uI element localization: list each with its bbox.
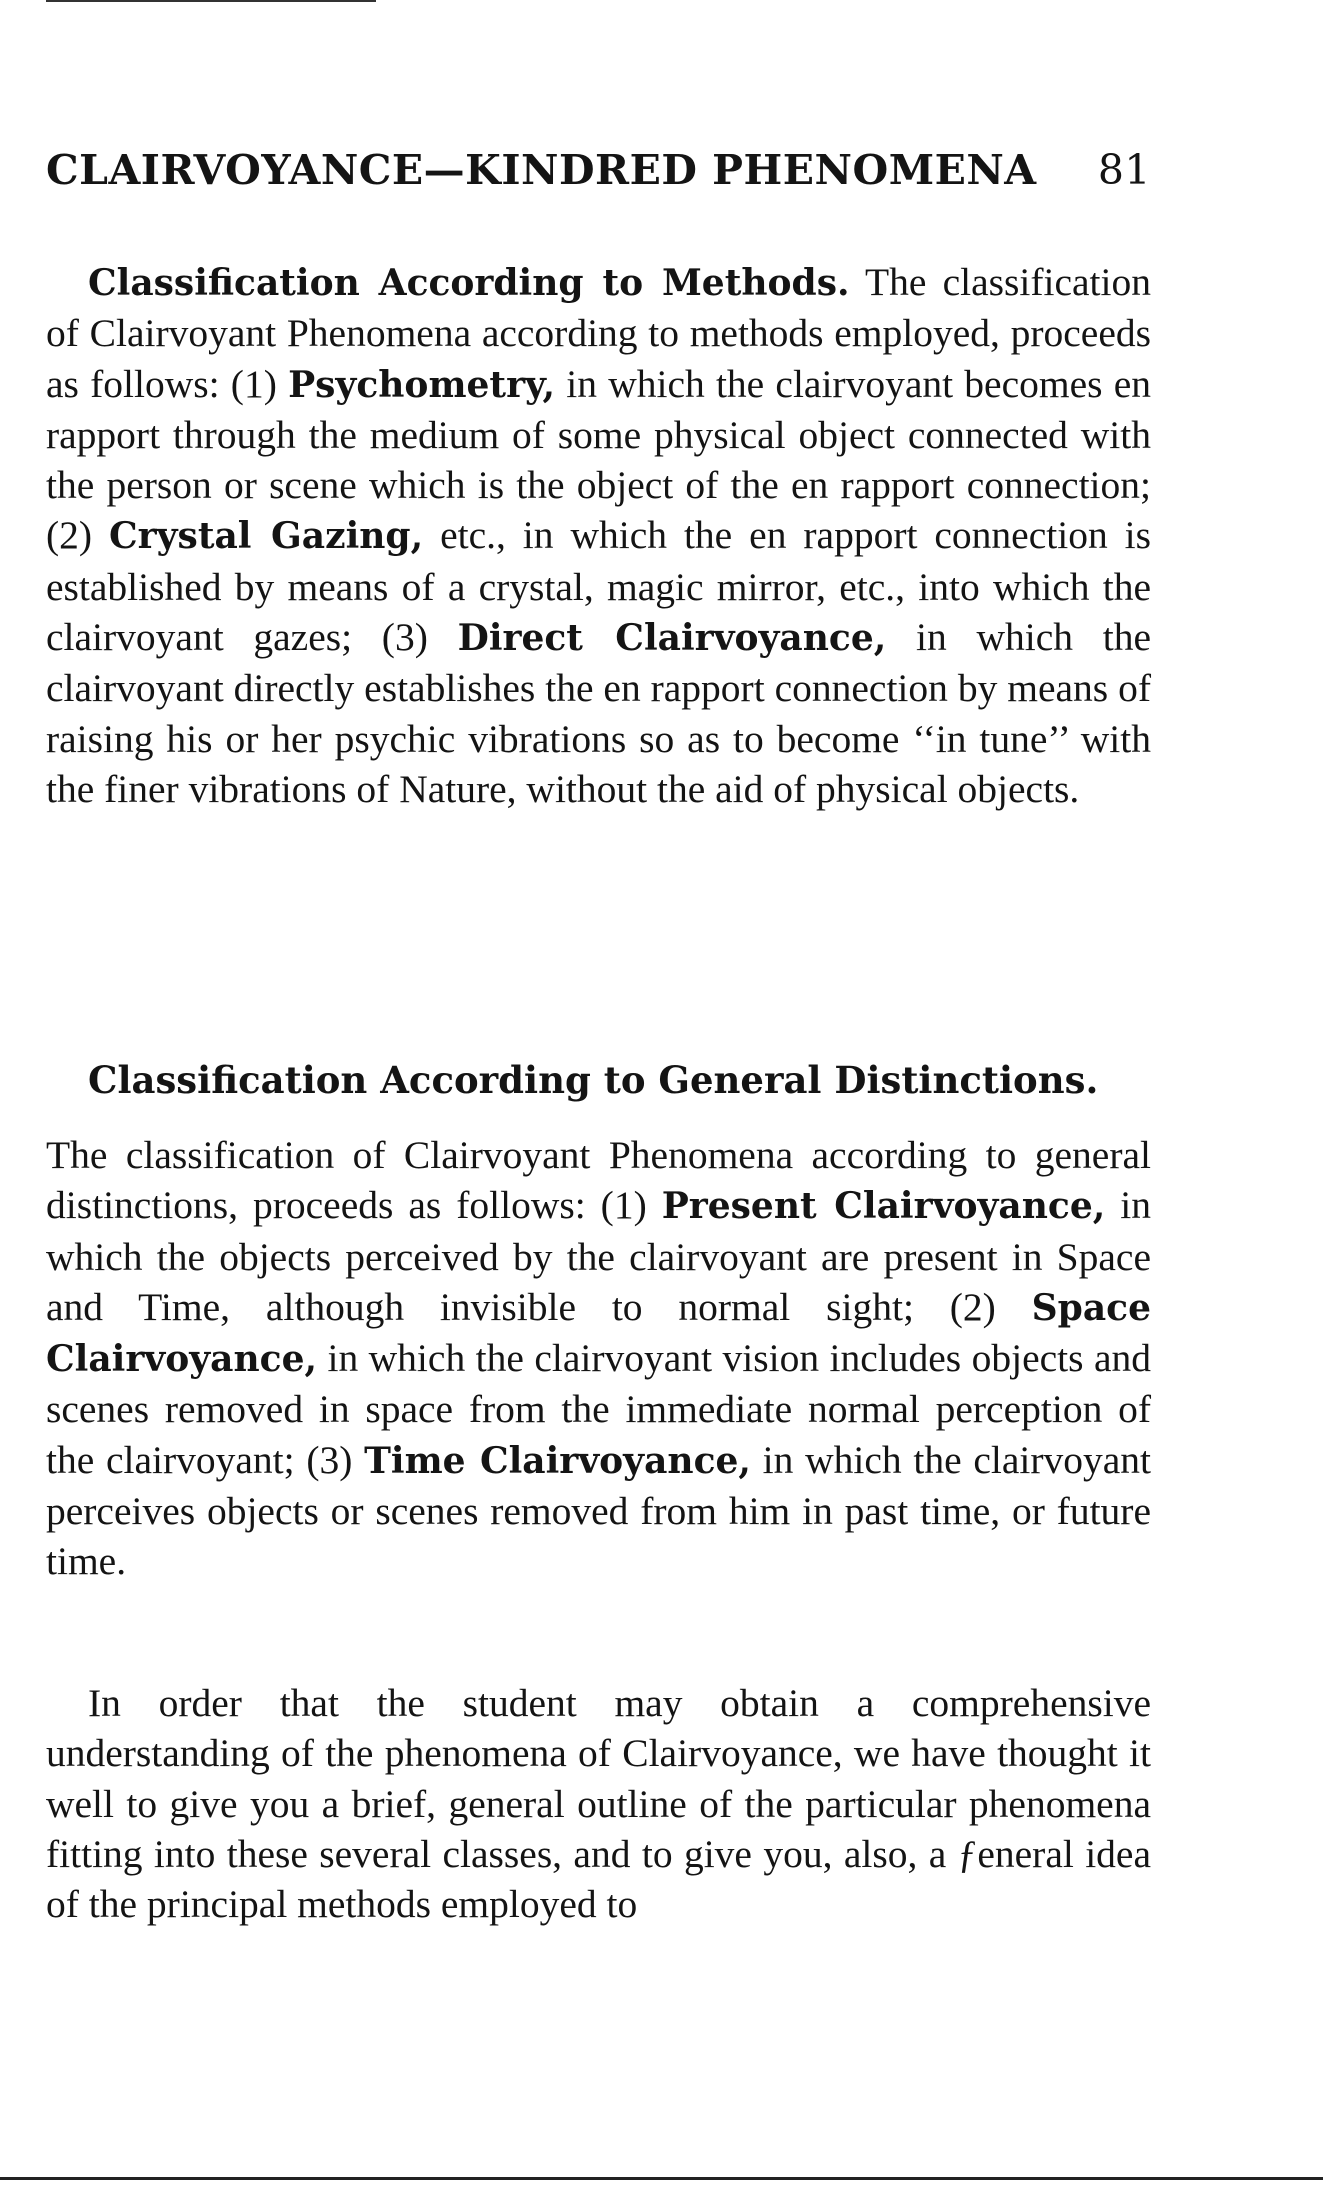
term-time-clairvoyance: Time Clairvoyance, (364, 1439, 751, 1482)
para1-text-1: The classification of Clairvoyant Phenomena according to methods employed, proceeds as follows: (1) (46, 260, 1152, 406)
para2-text-2: in which the objects perceived by the clairvoyant are present in Space and Time, although invisible to normal sight; (2) (46, 1183, 1151, 1329)
para2-text-3: in which the clairvoyant vision includes objects and scenes removed in space from the immediate normal perception of the clairvoyant; (3) (46, 1336, 1151, 1482)
section-heading-methods: Classification According to Methods. (88, 262, 850, 304)
paragraph-methods (46, 257, 1151, 814)
para2-text-4: in which the clairvoyant perceives objects or scenes removed from him in past time, or future time. (46, 1437, 1151, 1584)
running-title: CLAIRVOYANCE—KINDRED PHENOMENA (46, 146, 1037, 194)
running-header (46, 146, 1151, 194)
paragraph-distinctions (46, 1130, 1151, 1587)
book-page (46, 0, 1151, 2185)
bottom-rule (0, 2177, 1323, 2180)
para2-text-1: The classification of Clairvoyant Phenomena according to general distinctions, proceeds as follows: (1) (46, 1133, 1151, 1228)
term-space-clairvoyance: Space Clairvoyance, (46, 1286, 1151, 1381)
term-crystal-gazing: Crystal Gazing, (109, 515, 424, 558)
term-present-clairvoyance: Present Clairvoyance, (661, 1185, 1106, 1228)
para1-text-3: etc., in which the en rapport connection is established by means of a crystal, magic mirror, etc., into which the clairvoyant gazes; (3) (46, 513, 1151, 660)
term-direct-clairvoyance: Direct Clairvoyance, (457, 617, 887, 660)
para1-text-4: in which the clairvoyant directly establishes the en rapport connection by means of raising his or her psychic vibrations so as to become ‘‘in tune’’ with the finer vibrations of Nature, without the aid of physical objects. (46, 615, 1151, 811)
term-psychometry: Psychometry, (288, 363, 556, 406)
paragraph-outline: In order that the student may obtain a comprehensive understanding of the phenomena of Clairvoyance, we have thought it well to give you a brief, general outline of the particular phenomena fitting into these several classes, and to give you, also, a ƒeneral idea of the principal methods employed to (46, 1681, 1151, 1927)
top-rule (46, 0, 376, 2)
page-number: 81 (1097, 146, 1151, 194)
para1-text-2: in which the clairvoyant becomes en rapport through the medium of some physical object connected with the person or scene which is the object of the en rapport connection; (2) (46, 361, 1151, 558)
section-heading-distinctions: Classification According to General Distinctions. (88, 1058, 1099, 1102)
